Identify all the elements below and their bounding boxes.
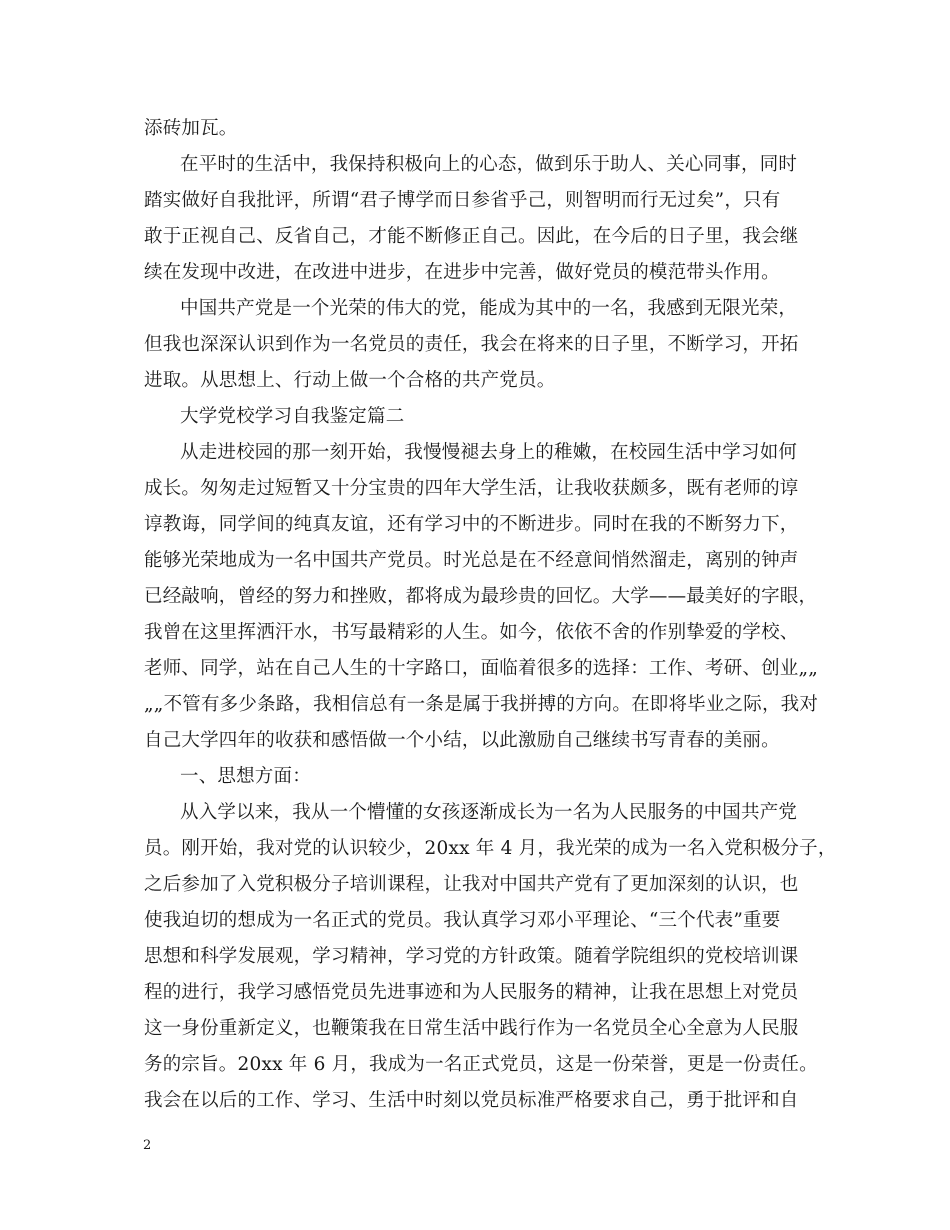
text-line: 这一身份重新定义，也鞭策我在日常生活中践行作为一名党员全心全意为人民服: [144, 1018, 799, 1039]
text-line: 自己大学四年的收获和感悟做一个小结，以此激励自己继续书写青春的美丽。: [144, 730, 780, 751]
text-line: 我会在以后的工作、学习、生活中时刻以党员标准严格要求自己，勇于批评和自: [144, 1090, 799, 1111]
text-line: 我曾在这里挥洒汗水，书写最精彩的人生。如今，依依不舍的作别挚爱的学校、: [144, 622, 799, 643]
text-line: 进取。从思想上、行动上做一个合格的共产党员。: [144, 370, 556, 391]
text-line: 程的进行，我学习感悟党员先进事迹和为人民服务的精神，让我在思想上对党员: [144, 982, 799, 1003]
text-line: 思想和科学发展观，学习精神，学习党的方针政策。随着学院组织的党校培训课: [144, 946, 799, 967]
text-line: 敢于正视自己、反省自己，才能不断修正自己。因此，在今后的日子里，我会继: [144, 226, 799, 247]
text-line: 能够光荣地成为一名中国共产党员。时光总是在不经意间悄然溜走，离别的钟声: [144, 550, 799, 571]
text-line: 成长。匆匆走过短暂又十分宝贵的四年大学生活，让我收获颇多，既有老师的谆: [144, 478, 799, 499]
section-heading: 大学党校学习自我鉴定篇二: [180, 406, 405, 427]
page-number: 2: [143, 1138, 152, 1153]
text-line: 在平时的生活中，我保持积极向上的心态，做到乐于助人、关心同事，同时: [180, 154, 798, 175]
text-line: 谆教诲，同学间的纯真友谊，还有学习中的不断进步。同时在我的不断努力下，: [144, 514, 799, 535]
text-line: 但我也深深认识到作为一名党员的责任，我会在将来的日子里，不断学习，开拓: [144, 334, 799, 355]
text-line: 之后参加了入党积极分子培训课程，让我对中国共产党有了更加深刻的认识，也: [144, 874, 799, 895]
section-heading: 一、思想方面：: [180, 766, 311, 787]
text-line: 老师、同学，站在自己人生的十字路口，面临着很多的选择：工作、考研、创业„„: [144, 658, 819, 679]
text-line: 踏实做好自我批评，所谓“君子博学而日参省乎己，则智明而行无过矣”，只有: [144, 190, 781, 211]
text-line: 续在发现中改进，在改进中进步，在进步中完善，做好党员的模范带头作用。: [144, 262, 780, 283]
text-line: 员。刚开始，我对党的认识较少，20xx 年 4 月，我光荣的成为一名入党积极分子，: [144, 838, 837, 859]
text-line: 务的宗旨。20xx 年 6 月，我成为一名正式党员，这是一份荣誉，更是一份责任。: [144, 1054, 818, 1075]
text-line: 使我迫切的想成为一名正式的党员。我认真学习邓小平理论、“三个代表”重要: [144, 910, 781, 931]
text-line: 从入学以来，我从一个懵懂的女孩逐渐成长为一名为人民服务的中国共产党: [180, 802, 798, 823]
text-line: 中国共产党是一个光荣的伟大的党，能成为其中的一名，我感到无限光荣，: [180, 298, 798, 319]
text-line: 已经敲响，曾经的努力和挫败，都将成为最珍贵的回忆。大学——最美好的字眼，: [144, 586, 818, 607]
text-line: „„不管有多少条路，我相信总有一条是属于我拼搏的方向。在即将毕业之际，我对: [144, 694, 819, 715]
text-line: 从走进校园的那一刻开始，我慢慢褪去身上的稚嫩，在校园生活中学习如何: [180, 442, 798, 463]
text-line: 添砖加瓦。: [144, 118, 238, 139]
